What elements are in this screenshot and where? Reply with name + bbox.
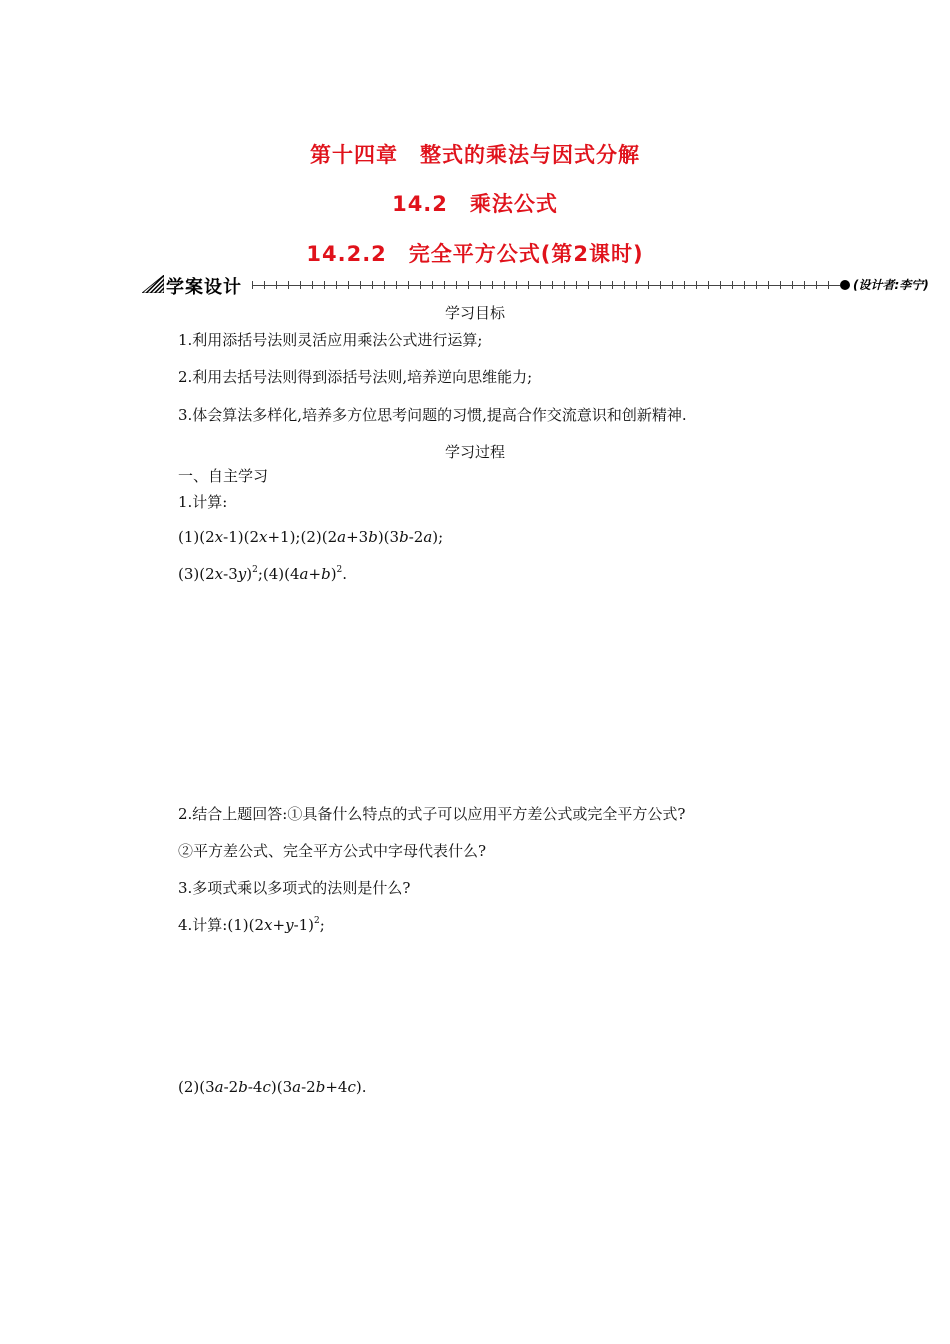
banner-credit: (设计者:李宁) <box>853 278 929 292</box>
objectives-heading: 学习目标 <box>444 304 505 322</box>
question-4-line-1: 4.计算$:(1)(2x+y-1)^2$; <box>178 916 325 934</box>
section-title: 14.2 乘法公式 <box>392 192 558 216</box>
triangle-stripes-icon <box>142 275 164 293</box>
banner-dot <box>840 280 850 290</box>
question-1-label: 1.计算: <box>178 493 228 511</box>
banner-ticks <box>252 281 840 289</box>
chapter-title: 第十四章 整式的乘法与因式分解 <box>310 143 640 167</box>
process-heading: 学习过程 <box>444 443 505 461</box>
subsection-title: 14.2.2 完全平方公式(第2课时) <box>306 242 644 266</box>
question-3: 3.多项式乘以多项式的法则是什么? <box>178 879 411 897</box>
study-plan-banner <box>142 272 950 298</box>
part1-label: 一、自主学习 <box>178 467 269 485</box>
expression-3: (2x-3y) <box>199 565 253 583</box>
banner-label: 学案设计 <box>166 277 242 298</box>
expression-2: (2a+3b)(3b-2a) <box>321 528 439 546</box>
question-4-line-2: (2)(3a-2b-4c)(3a-2b+4c). <box>178 1078 367 1096</box>
objective-item-1: 1.利用添括号法则灵活应用乘法公式进行运算; <box>178 331 483 349</box>
expression-6: (3a-2b-4c)(3a-2b+4c) <box>199 1078 362 1096</box>
expression-5: (2x+y-1) <box>248 916 315 934</box>
question-1-line-2: $(3)(2x-3y)^2;(4)(4a+b)^2$. <box>178 565 348 583</box>
objective-item-3: 3.体会算法多样化,培养多方位思考问题的习惯,提高合作交流意识和创新精神. <box>178 406 687 424</box>
objective-item-2: 2.利用去括号法则得到添括号法则,培养逆向思维能力; <box>178 368 533 386</box>
question-2-line-2: ②平方差公式、完全平方公式中字母代表什么? <box>178 842 487 860</box>
expression-1: (2x-1)(2x+1) <box>199 528 296 546</box>
expression-4: (4a+b) <box>284 565 337 583</box>
question-2-line-1: 2.结合上题回答:①具备什么特点的式子可以应用平方差公式或完全平方公式? <box>178 805 686 823</box>
question-1-line-1: (1)(2x-1)(2x+1);(2)(2a+3b)(3b-2a); <box>178 528 444 546</box>
